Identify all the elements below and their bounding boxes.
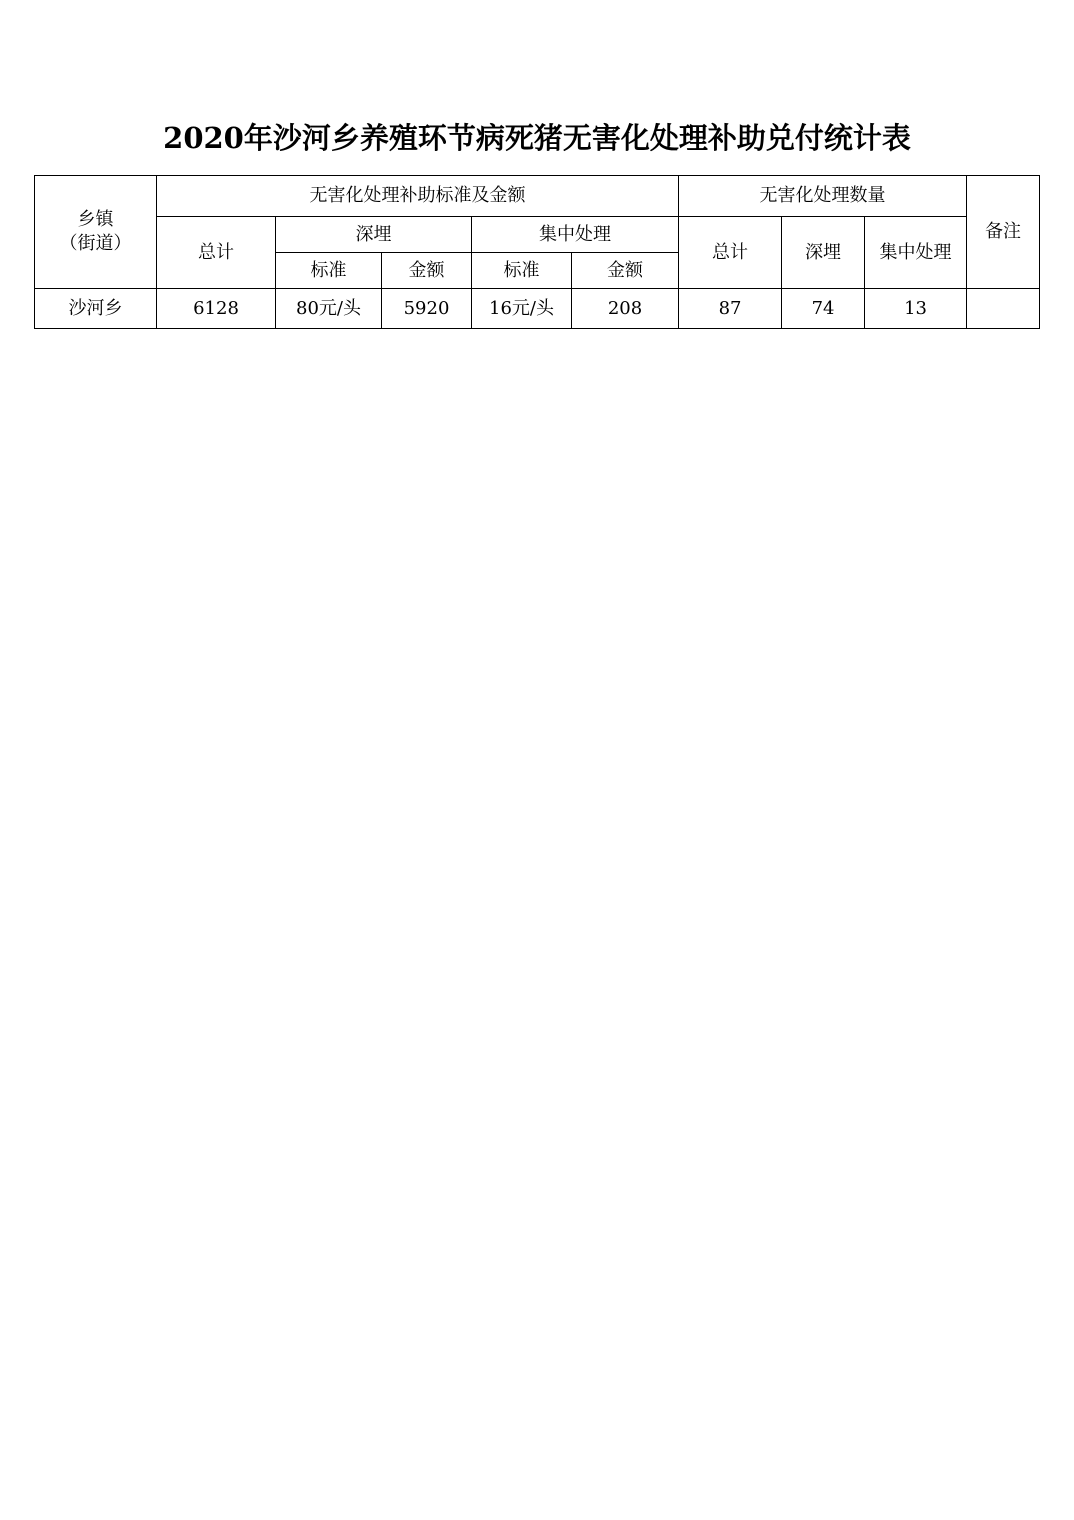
header-row-1 xyxy=(35,176,1040,217)
cell-central-standard: 16元/头 xyxy=(472,289,572,329)
header-central-amount: 金额 xyxy=(572,253,679,289)
header-deep-amount: 金额 xyxy=(382,253,472,289)
page-title: 2020年沙河乡养殖环节病死猪无害化处理补助兑付统计表 xyxy=(163,121,911,155)
header-town-line1: 乡镇 xyxy=(77,209,114,230)
header-central-standard: 标准 xyxy=(472,253,572,289)
header-centralized: 集中处理 xyxy=(472,217,679,253)
header-row-2 xyxy=(35,217,1040,253)
cell-remarks xyxy=(967,289,1040,329)
header-qty-deep-burial: 深埋 xyxy=(782,217,865,289)
cell-town: 沙河乡 xyxy=(35,289,157,329)
header-town-line2: （街道） xyxy=(59,233,132,254)
header-deep-standard: 标准 xyxy=(276,253,382,289)
cell-central-amount: 208 xyxy=(572,289,679,329)
header-qty-total: 总计 xyxy=(679,217,782,289)
cell-qty-central: 13 xyxy=(865,289,967,329)
subsidy-statistics-table xyxy=(34,175,1040,329)
header-quantity-group: 无害化处理数量 xyxy=(679,176,967,217)
cell-deep-amount: 5920 xyxy=(382,289,472,329)
header-qty-centralized: 集中处理 xyxy=(865,217,967,289)
header-remarks: 备注 xyxy=(967,176,1040,289)
header-deep-burial: 深埋 xyxy=(276,217,472,253)
table-row xyxy=(35,289,1040,329)
header-subsidy-total: 总计 xyxy=(157,217,276,289)
header-subsidy-group: 无害化处理补助标准及金额 xyxy=(157,176,679,217)
cell-subsidy-total: 6128 xyxy=(157,289,276,329)
header-town xyxy=(35,176,157,289)
cell-qty-deep: 74 xyxy=(782,289,865,329)
cell-qty-total: 87 xyxy=(679,289,782,329)
cell-deep-standard: 80元/头 xyxy=(276,289,382,329)
